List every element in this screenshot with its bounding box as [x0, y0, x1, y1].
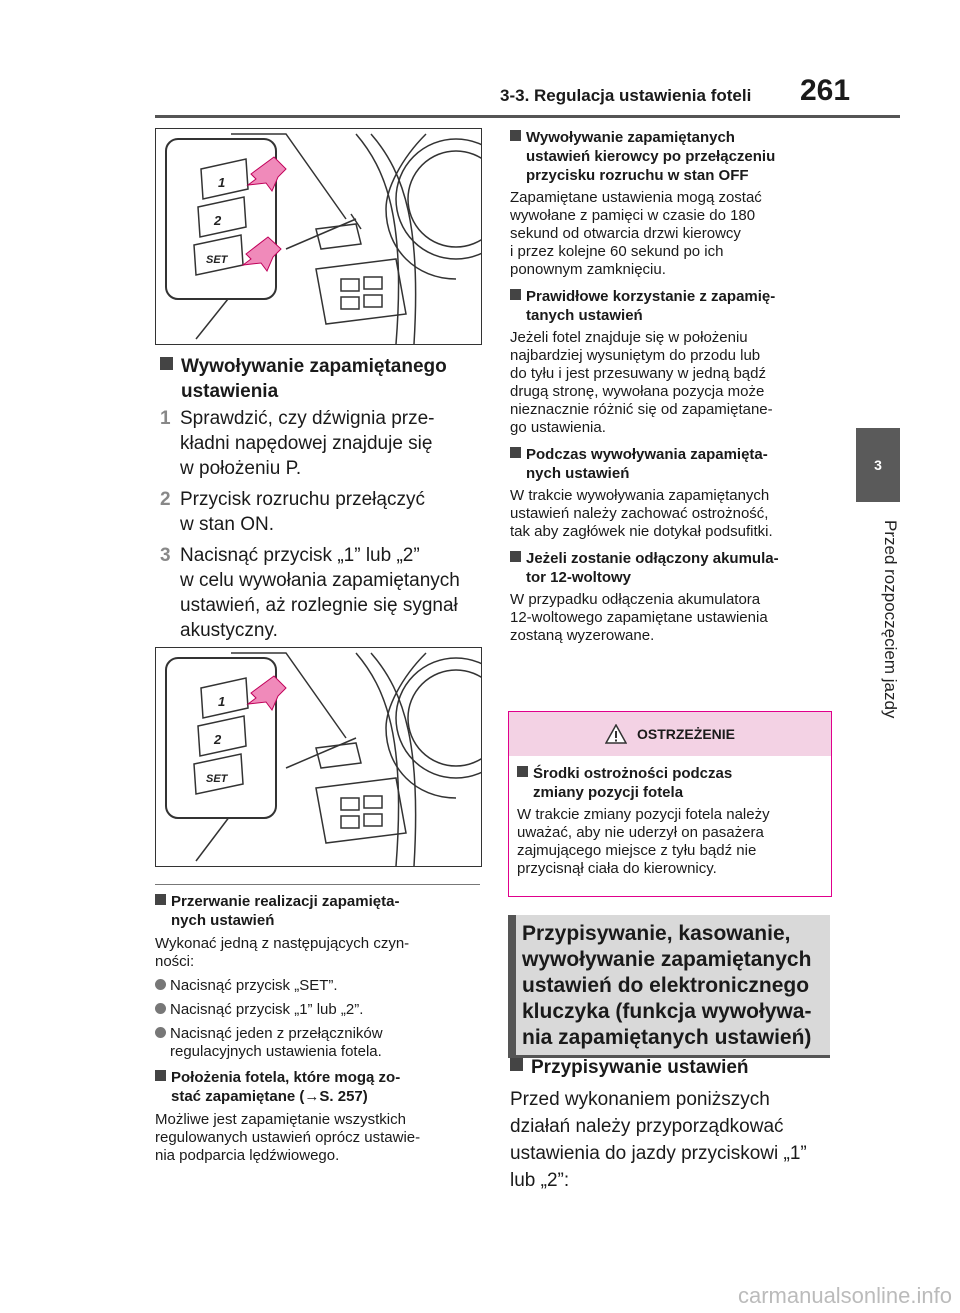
- figure-memory-buttons-1: [155, 128, 482, 345]
- warning-header: [509, 712, 831, 756]
- button-1-label: 1: [218, 175, 226, 190]
- section-title-box: [508, 915, 830, 1058]
- interrupt-bullet-1: Nacisnąć przycisk „SET”.: [155, 977, 485, 995]
- square-bullet-icon: [510, 130, 521, 141]
- assign-text: Przed wykonaniem poniższych działań należy przyporządkować ustawienia do jazdy przyciskowi „1” lub „2”:: [510, 1089, 807, 1191]
- round-bullet-icon: [155, 1003, 166, 1014]
- step-2: 2 Przycisk rozruchu przełączyć w stan ON.: [160, 489, 425, 535]
- square-bullet-icon: [517, 766, 528, 777]
- set-button-label: SET: [206, 773, 228, 785]
- watermark: carmanualsonline.info: [737, 1283, 952, 1308]
- round-bullet-icon: [155, 1027, 166, 1038]
- square-bullet-icon: [155, 1070, 166, 1081]
- round-bullet-icon: [155, 979, 166, 990]
- interrupt-intro: Wykonać jedną z następujących czyn- ności:: [155, 935, 410, 970]
- recall-heading: Wywoływanie zapamiętanego ustawienia: [160, 354, 480, 404]
- interrupt-section: [155, 892, 485, 1165]
- warning-text: W trakcie zmiany pozycji fotela należy uważać, aby nie uderzył on pasażera zajmującego miejsce z tyłu bądź nie przycisnął ciała do kierownicy.: [517, 806, 770, 877]
- interrupt-heading: Przerwanie realizacji zapamięta- nych ustawień: [155, 892, 485, 930]
- section-title: Przypisywanie, kasowanie, wywoływanie zapamiętanych ustawień do elektronicznego kluczyka (funkcja wywoływa- nia zapamiętanych ustawień): [522, 922, 812, 1049]
- warning-title: OSTRZEŻENIE: [636, 726, 735, 742]
- square-bullet-icon: [510, 1058, 523, 1071]
- square-bullet-icon: [155, 894, 166, 905]
- button-2-label: 2: [214, 213, 222, 228]
- memory-switch-illustration-2: [156, 648, 481, 866]
- separator: [155, 884, 480, 885]
- note-block-3: Podczas wywoływania zapamięta- nych ustawień W trakcie wywoływania zapamiętanych ustawień należy zachować ostrożność, tak aby zagłówek nie dotykał podsufitki.: [510, 446, 773, 540]
- note-block-1: Wywoływanie zapamiętanych ustawień kierowcy po przełączeniu przycisku rozruchu w stan OFF Zapamiętane ustawienia mogą zostać wywołane z pamięci w czasie do 180 sekund od otwarcia drzwi kierowcy i przez kolejne 60 sekund po ich ponownym zamknięciu.: [510, 129, 776, 278]
- button-1-label: 1: [218, 694, 226, 709]
- header-rule: [155, 115, 900, 118]
- assign-section: [510, 1055, 840, 1194]
- step-list: [160, 406, 480, 643]
- square-bullet-icon: [510, 551, 521, 562]
- chapter-tab: 3: [856, 428, 900, 502]
- memory-switch-illustration-1: [156, 129, 481, 344]
- section-header: 3-3. Regulacja ustawienia foteli: [500, 86, 752, 105]
- square-bullet-icon: [510, 289, 521, 300]
- page-number: 261: [800, 74, 851, 107]
- warning-box: [508, 711, 832, 897]
- step-1: 1 Sprawdzić, czy dźwignia prze- kładni napędowej znajduje się w położeniu P.: [160, 408, 435, 479]
- positions-heading: Położenia fotela, które mogą zo- stać zapamiętane (→S. 257): [155, 1068, 485, 1106]
- square-bullet-icon: [510, 447, 521, 458]
- note-block-2: Prawidłowe korzystanie z zapamię- tanych ustawień Jeżeli fotel znajduje się w położeniu najbardziej wysuniętym do przodu lub do tyłu i jest przesuwany w jedną bądź drugą stronę, wywołana pozycja może nieznacznie różnić się od zapamiętane- go ustawienia.: [510, 288, 776, 436]
- right-notes: [510, 128, 835, 645]
- button-2-label: 2: [214, 732, 222, 747]
- warning-heading: Środki ostrożności podczas zmiany pozycji fotela: [517, 764, 823, 802]
- assign-heading: Przypisywanie ustawień: [510, 1055, 840, 1080]
- interrupt-bullet-3: Nacisnąć jeden z przełączników regulacyjnych ustawienia fotela.: [155, 1025, 485, 1061]
- chapter-title-vertical: [830, 520, 924, 720]
- chapter-title: Przed rozpoczęciem jazdy: [881, 520, 900, 719]
- step-3: 3 Nacisnąć przycisk „1” lub „2” w celu wywołania zapamiętanych ustawień, aż rozlegnie się sygnał akustyczny.: [160, 545, 460, 641]
- positions-text: Możliwe jest zapamiętanie wszystkich regulowanych ustawień oprócz ustawie- nia podparcia lędźwiowego.: [155, 1111, 421, 1164]
- note-block-4: Jeżeli zostanie odłączony akumula- tor 12-woltowy W przypadku odłączenia akumulatora 12-woltowego zapamiętane ustawienia zostaną wyzerowane.: [510, 550, 779, 644]
- square-bullet-icon: [160, 357, 173, 370]
- figure-memory-buttons-2: [155, 647, 482, 867]
- warning-triangle-icon: [605, 724, 627, 744]
- set-button-label: SET: [206, 254, 228, 266]
- interrupt-bullet-2: Nacisnąć przycisk „1” lub „2”.: [155, 1001, 485, 1019]
